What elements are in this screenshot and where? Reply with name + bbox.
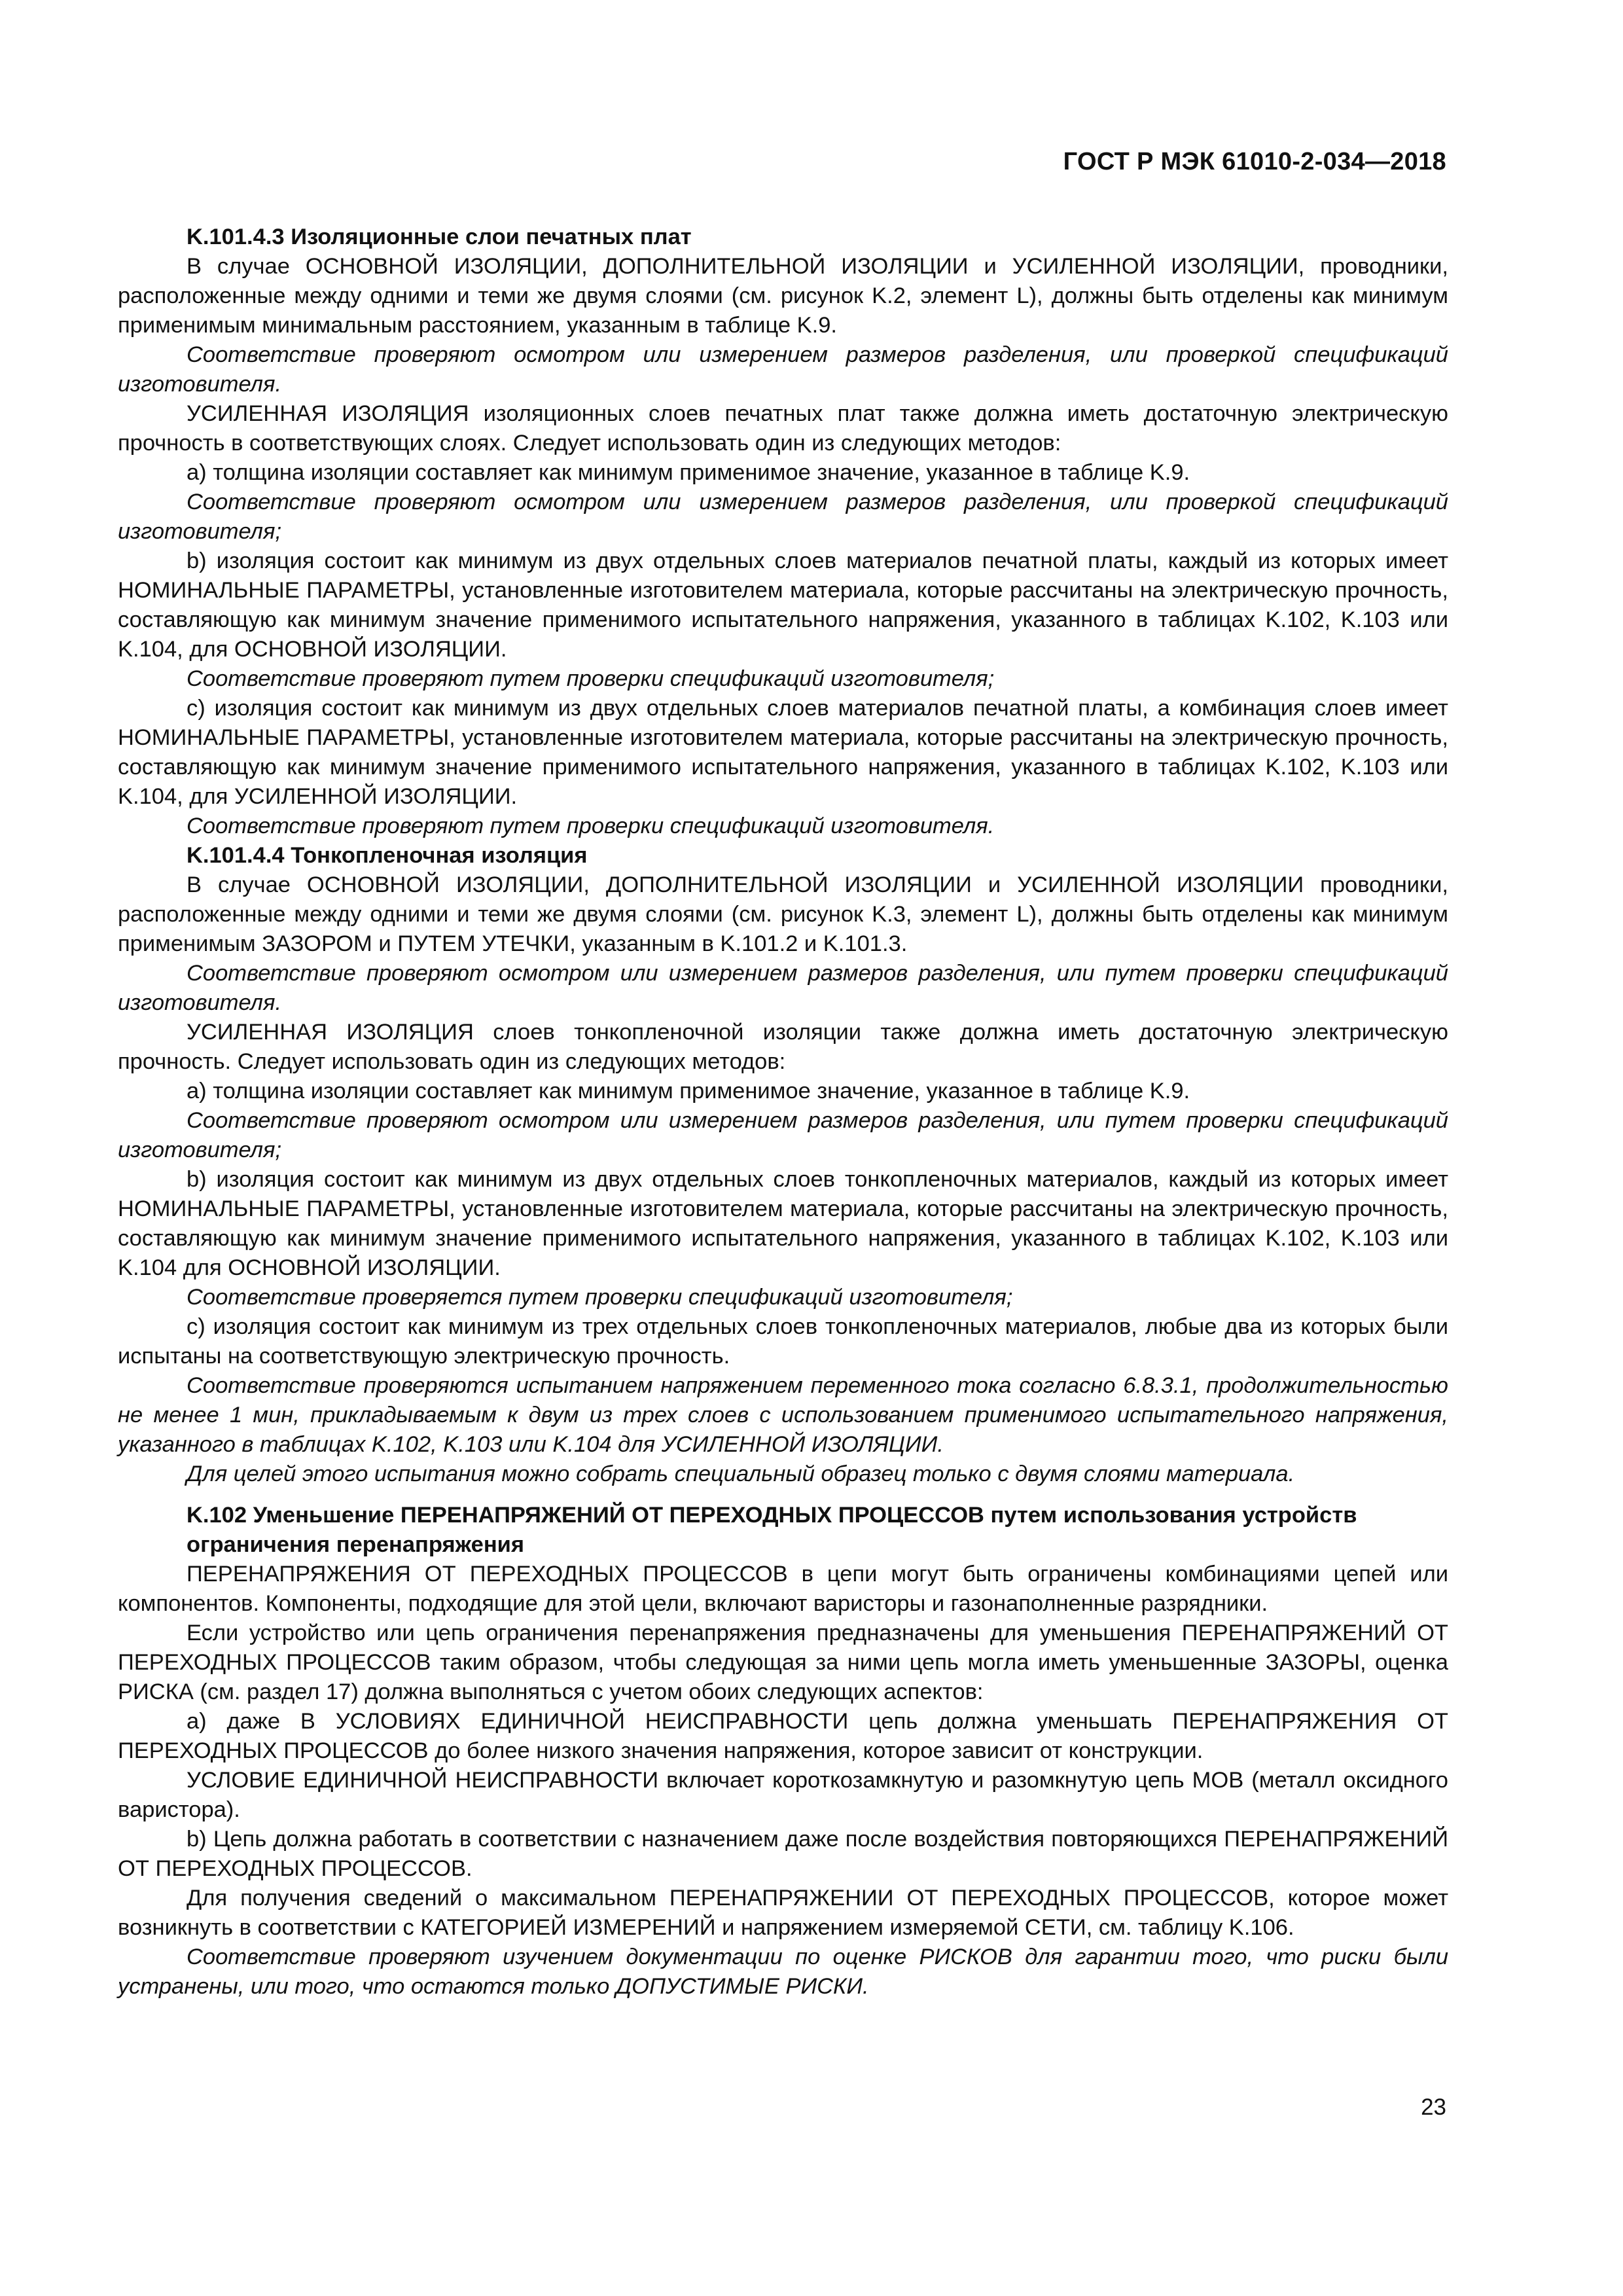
paragraph: a) толщина изоляции составляет как минимум применимое значение, указанное в таблице K.9.	[187, 1079, 1190, 1103]
paragraph: ПЕРЕНАПРЯЖЕНИЯ ОТ ПЕРЕХОДНЫХ ПРОЦЕССОВ в цепи могут быть ограничены комбинациями цепей или компонентов. Компоненты, подходящие для этой цели, включают варисторы и газонаполненные разрядники.	[118, 1562, 1448, 1616]
paragraph: Соответствие проверяют осмотром или измерением размеров разделения, или проверкой спецификаций изготовителя;	[118, 490, 1448, 544]
paragraph: Соответствие проверяется путем проверки спецификаций изготовителя;	[187, 1285, 1013, 1310]
paragraph: c) изоляция состоит как минимум из трех отдельных слоев тонкопленочных материалов, любые два из которых были испытаны на соответствующую электрическую прочность.	[118, 1314, 1448, 1369]
document-header: ГОСТ Р МЭК 61010-2-034—2018	[1063, 148, 1446, 175]
paragraph: УСИЛЕННАЯ ИЗОЛЯЦИЯ слоев тонкопленочной изоляции также должна иметь достаточную электрическую прочность. Следует использовать один из следующих методов:	[118, 1020, 1448, 1074]
paragraph: a) толщина изоляции составляет как минимум применимое значение, указанное в таблице K.9.	[187, 460, 1190, 485]
paragraph: b) изоляция состоит как минимум из двух отдельных слоев тонкопленочных материалов, каждый из которых имеет НОМИНАЛЬНЫЕ ПАРАМЕТРЫ, установленные изготовителем материала, которые рассчитаны на электрическую прочность, составляющую как минимум значение применимого испытательного напряжения, указанного в таблицах K.102, K.103 или K.104 для ОСНОВНОЙ ИЗОЛЯЦИИ.	[118, 1167, 1448, 1280]
paragraph: Соответствие проверяют осмотром или измерением размеров разделения, или проверкой спецификаций изготовителя.	[118, 342, 1448, 397]
paragraph: Соответствие проверяют осмотром или измерением размеров разделения, или путем проверки спецификаций изготовителя;	[118, 1108, 1448, 1162]
paragraph: Соответствие проверяют осмотром или измерением размеров разделения, или путем проверки спецификаций изготовителя.	[118, 961, 1448, 1015]
paragraph: Соответствие проверяют путем проверки спецификаций изготовителя;	[187, 666, 995, 691]
paragraph: В случае ОСНОВНОЙ ИЗОЛЯЦИИ, ДОПОЛНИТЕЛЬНОЙ ИЗОЛЯЦИИ и УСИЛЕННОЙ ИЗОЛЯЦИИ проводники, расположенные между одними и теми же двумя слоями (см. рисунок K.3, элемент L), должны быть отделены как минимум применимым ЗАЗОРОМ и ПУТЕМ УТЕЧКИ, указанным в K.101.2 и K.101.3.	[118, 872, 1448, 956]
paragraph: c) изоляция состоит как минимум из двух отдельных слоев материалов печатной платы, а комбинация слоев имеет НОМИНАЛЬНЫЕ ПАРАМЕТРЫ, установленные изготовителем материала, которые рассчитаны на электрическую прочность, составляющую как минимум значение применимого испытательного напряжения, указанного в таблицах K.102, K.103 или K.104, для УСИЛЕННОЙ ИЗОЛЯЦИИ.	[118, 696, 1448, 809]
paragraph: Соответствие проверяются испытанием напряжением переменного тока согласно 6.8.3.1, продолжительностью не менее 1 мин, прикладываемым к двум из трех слоев с использованием применимого испытательного напряжения, указанного в таблицах K.102, K.103 или K.104 для УСИЛЕННОЙ ИЗОЛЯЦИИ.	[118, 1373, 1448, 1457]
paragraph: Соответствие проверяют путем проверки спецификаций изготовителя.	[187, 814, 995, 838]
paragraph: Соответствие проверяют изучением документации по оценке РИСКОВ для гарантии того, что риски были устранены, или того, что остаются только ДОПУСТИМЫЕ РИСКИ.	[118, 1945, 1448, 1999]
paragraph: b) изоляция состоит как минимум из двух отдельных слоев материалов печатной платы, каждый из которых имеет НОМИНАЛЬНЫЕ ПАРАМЕТРЫ, установленные изготовителем материала, которые рассчитаны на электрическую прочность, составляющую как минимум значение применимого испытательного напряжения, указанного в таблицах K.102, K.103 или K.104, для ОСНОВНОЙ ИЗОЛЯЦИИ.	[118, 548, 1448, 662]
document-body	[118, 223, 1448, 2001]
page-number: 23	[1421, 2094, 1446, 2120]
paragraph: K.101.4.4 Тонкопленочная изоляция	[187, 843, 588, 868]
paragraph: УСИЛЕННАЯ ИЗОЛЯЦИЯ изоляционных слоев печатных плат также должна иметь достаточную электрическую прочность в соответствующих слоях. Следует использовать один из следующих методов:	[118, 401, 1448, 456]
paragraph: УСЛОВИЕ ЕДИНИЧНОЙ НЕИСПРАВНОСТИ включает короткозамкнутую и разомкнутую цепь MOB (металл оксидного варистора).	[118, 1768, 1448, 1822]
paragraph: Если устройство или цепь ограничения перенапряжения предназначены для уменьшения ПЕРЕНАПРЯЖЕНИЙ ОТ ПЕРЕХОДНЫХ ПРОЦЕССОВ таким образом, чтобы следующая за ними цепь могла иметь уменьшенные ЗАЗОРЫ, оценка РИСКА (см. раздел 17) должна выполняться с учетом обоих следующих аспектов:	[118, 1621, 1448, 1704]
paragraph: Для получения сведений о максимальном ПЕРЕНАПРЯЖЕНИИ ОТ ПЕРЕХОДНЫХ ПРОЦЕССОВ, которое может возникнуть в соответствии с КАТЕГОРИЕЙ ИЗМЕРЕНИЙ и напряжением измеряемой СЕТИ, см. таблицу K.106.	[118, 1886, 1448, 1940]
paragraph: K.101.4.3 Изоляционные слои печатных плат	[187, 224, 692, 249]
paragraph: Для целей этого испытания можно собрать специальный образец только с двумя слоями материала.	[187, 1462, 1295, 1486]
paragraph: В случае ОСНОВНОЙ ИЗОЛЯЦИИ, ДОПОЛНИТЕЛЬНОЙ ИЗОЛЯЦИИ и УСИЛЕННОЙ ИЗОЛЯЦИИ, проводники, расположенные между одними и теми же двумя слоями (см. рисунок K.2, элемент L), должны быть отделены как минимум применимым минимальным расстоянием, указанным в таблице K.9.	[118, 254, 1448, 338]
section-heading: K.102 Уменьшение ПЕРЕНАПРЯЖЕНИЙ ОТ ПЕРЕХОДНЫХ ПРОЦЕССОВ путем использования устройств ограничения перенапряжения	[187, 1503, 1357, 1557]
paragraph: a) даже В УСЛОВИЯХ ЕДИНИЧНОЙ НЕИСПРАВНОСТИ цепь должна уменьшать ПЕРЕНАПРЯЖЕНИЯ ОТ ПЕРЕХОДНЫХ ПРОЦЕССОВ до более низкого значения напряжения, которое зависит от конструкции.	[118, 1709, 1448, 1763]
paragraph: b) Цепь должна работать в соответствии с назначением даже после воздействия повторяющихся ПЕРЕНАПРЯЖЕНИЙ ОТ ПЕРЕХОДНЫХ ПРОЦЕССОВ.	[118, 1827, 1448, 1881]
